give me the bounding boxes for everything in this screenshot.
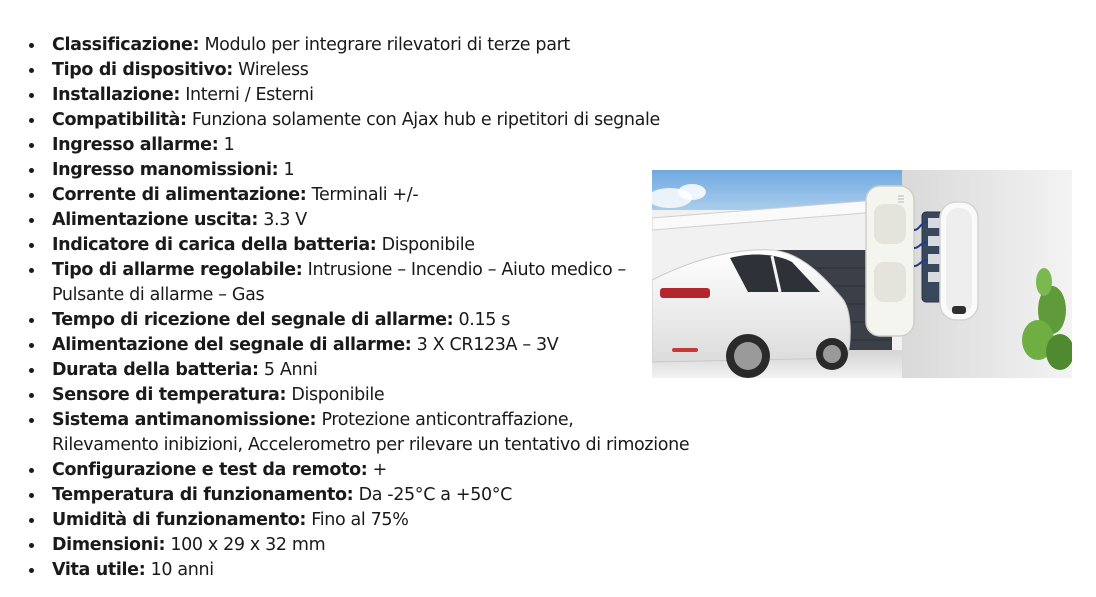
spec-item-indicatore-batteria bbox=[26, 233, 716, 258]
spec-value: Protezione anticontraffazione, bbox=[321, 410, 574, 430]
spec-value: Wireless bbox=[238, 60, 309, 80]
spec-value-continued: Pulsante di allarme – Gas bbox=[52, 285, 265, 305]
spec-label: Durata della batteria: bbox=[52, 360, 259, 380]
spec-item-vita-utile bbox=[26, 558, 716, 583]
spec-label: Dimensioni: bbox=[52, 535, 166, 555]
outdoor-detector bbox=[866, 186, 914, 336]
spec-item-sensore-temperatura bbox=[26, 383, 716, 408]
spec-item-ingresso-manomissioni bbox=[26, 158, 716, 183]
spec-label: Indicatore di carica della batteria: bbox=[52, 235, 377, 255]
spec-value: + bbox=[372, 460, 387, 480]
spec-label: Compatibilità: bbox=[52, 110, 187, 130]
spec-item-tipo-dispositivo bbox=[26, 58, 716, 83]
spec-item-antimanomissione bbox=[26, 408, 716, 458]
spec-value: 100 x 29 x 32 mm bbox=[170, 535, 326, 555]
spec-item-umidita bbox=[26, 508, 716, 533]
spec-value: 10 anni bbox=[150, 560, 214, 580]
spec-value: 1 bbox=[283, 160, 295, 180]
spec-label: Tipo di allarme regolabile: bbox=[52, 260, 303, 280]
spec-value: Terminali +/- bbox=[311, 185, 419, 205]
spec-label: Tipo di dispositivo: bbox=[52, 60, 233, 80]
spec-label: Corrente di alimentazione: bbox=[52, 185, 307, 205]
spec-list bbox=[26, 33, 716, 583]
spec-label: Tempo di ricezione del segnale di allarme: bbox=[52, 310, 454, 330]
spec-label: Installazione: bbox=[52, 85, 180, 105]
spec-label: Umidità di funzionamento: bbox=[52, 510, 307, 530]
spec-label: Ingresso manomissioni: bbox=[52, 160, 279, 180]
spec-label: Vita utile: bbox=[52, 560, 146, 580]
spec-value: Fino al 75% bbox=[311, 510, 409, 530]
spec-item-dimensioni bbox=[26, 533, 716, 558]
spec-value: Interni / Esterni bbox=[185, 85, 314, 105]
spec-item-configurazione-remoto bbox=[26, 458, 716, 483]
spec-label: Sensore di temperatura: bbox=[52, 385, 287, 405]
spec-item-corrente-alimentazione bbox=[26, 183, 716, 208]
spec-item-ingresso-allarme bbox=[26, 133, 716, 158]
spec-value: 5 Anni bbox=[263, 360, 318, 380]
spec-label: Configurazione e test da remoto: bbox=[52, 460, 368, 480]
spec-label: Temperatura di funzionamento: bbox=[52, 485, 354, 505]
spec-value: Modulo per integrare rilevatori di terze part bbox=[204, 35, 570, 55]
spec-value: Disponibile bbox=[291, 385, 385, 405]
spec-item-tempo-ricezione bbox=[26, 308, 716, 333]
spec-label: Alimentazione uscita: bbox=[52, 210, 258, 230]
spec-label: Alimentazione del segnale di allarme: bbox=[52, 335, 412, 355]
spec-label: Ingresso allarme: bbox=[52, 135, 219, 155]
car-rear-reflector bbox=[672, 348, 698, 352]
detector-housing bbox=[940, 202, 978, 320]
spec-item-durata-batteria bbox=[26, 358, 716, 383]
spec-item-alimentazione-uscita bbox=[26, 208, 716, 233]
cloud bbox=[678, 184, 706, 200]
spec-item-classificazione bbox=[26, 33, 716, 58]
spec-value: Disponibile bbox=[381, 235, 475, 255]
spec-item-alimentazione-segnale bbox=[26, 333, 716, 358]
spec-value: Intrusione – Incendio – Aiuto medico – bbox=[307, 260, 626, 280]
spec-value: Funziona solamente con Ajax hub e ripetitori di segnale bbox=[191, 110, 660, 130]
spec-item-temperatura-funzionamento bbox=[26, 483, 716, 508]
product-photo bbox=[652, 170, 1072, 378]
spec-value: Da -25°C a +50°C bbox=[358, 485, 513, 505]
car-taillight bbox=[660, 288, 710, 298]
spec-value: 1 bbox=[223, 135, 235, 155]
spec-item-installazione bbox=[26, 83, 716, 108]
spec-value: 0.15 s bbox=[458, 310, 511, 330]
product-photo-illustration bbox=[652, 170, 1072, 378]
spec-value-continued: Rilevamento inibizioni, Accelerometro per rilevare un tentativo di rimozione bbox=[52, 435, 690, 455]
spec-label: Sistema antimanomissione: bbox=[52, 410, 317, 430]
spec-value: 3.3 V bbox=[263, 210, 307, 230]
spec-value: 3 X CR123A – 3V bbox=[416, 335, 559, 355]
spec-label: Classificazione: bbox=[52, 35, 200, 55]
spec-item-compatibilita bbox=[26, 108, 716, 133]
spec-item-tipo-allarme bbox=[26, 258, 716, 308]
